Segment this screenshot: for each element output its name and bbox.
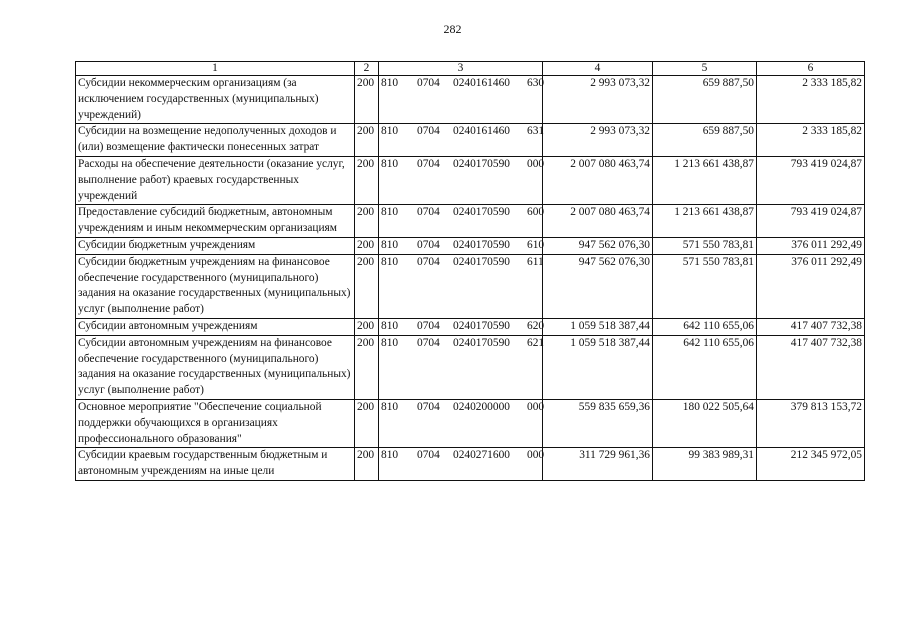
row-value-col6: 376 011 292,49: [757, 237, 865, 254]
header-cell: 1: [76, 62, 355, 76]
row-value-col4: 1 059 518 387,44: [543, 335, 653, 399]
subsection-code: 0704: [417, 319, 440, 332]
row-admin-code: 200: [355, 237, 379, 254]
table-row: [76, 318, 865, 335]
section-code: 810: [381, 206, 399, 219]
row-admin-code: 200: [355, 448, 379, 481]
row-name: Субсидии бюджетным учреждениям на финансовое обеспечение государственного (муниципального) задания на оказание государственных (муниципальных) услуг (выполнение работ): [76, 254, 355, 318]
expense-type-code: 000: [527, 157, 545, 170]
table-row: [76, 448, 865, 481]
row-value-col5: 1 213 661 438,87: [653, 156, 757, 204]
table-row: [76, 254, 865, 318]
expense-type-code: 630: [527, 77, 545, 89]
row-name: Субсидии автономным учреждениям на финансовое обеспечение государственного (муниципального) задания на оказание государственных (муниципальных) услуг (выполнение работ): [76, 335, 355, 399]
row-name: Субсидии краевым государственным бюджетным и автономным учреждениям на иные цели: [76, 448, 355, 481]
section-code: 810: [381, 319, 399, 332]
row-name: Расходы на обеспечение деятельности (оказание услуг, выполнение работ) краевых государственных учреждений: [76, 156, 355, 204]
row-value-col6: 376 011 292,49: [757, 254, 865, 318]
row-value-col5: 642 110 655,06: [653, 318, 757, 335]
section-code: 810: [381, 125, 399, 138]
expense-type-code: 000: [527, 449, 545, 462]
row-name: Субсидии бюджетным учреждениям: [76, 237, 355, 254]
row-value-col5: 642 110 655,06: [653, 335, 757, 399]
subsection-code: 0704: [417, 449, 440, 462]
row-admin-code: 200: [355, 124, 379, 157]
subsection-code: 0704: [417, 238, 440, 251]
subsection-code: 0704: [417, 255, 440, 268]
section-code: 810: [381, 336, 399, 349]
row-value-col6: 2 333 185,82: [757, 76, 865, 124]
row-value-col5: 571 550 783,81: [653, 237, 757, 254]
expense-type-code: 620: [527, 319, 545, 332]
table-row: [76, 156, 865, 204]
subsection-code: 0704: [417, 400, 440, 413]
expense-type-code: 631: [527, 125, 545, 138]
article-code: 0240170590: [453, 206, 510, 219]
section-code: 810: [381, 449, 399, 462]
row-value-col6: 379 813 153,72: [757, 399, 865, 447]
header-cell: 6: [757, 62, 865, 76]
expense-type-code: 621: [527, 336, 545, 349]
row-admin-code: 200: [355, 399, 379, 447]
expense-type-code: 611: [527, 255, 544, 268]
row-value-col4: 2 993 073,32: [543, 76, 653, 124]
row-name: Субсидии некоммерческим организациям (за исключением государственных (муниципальных) учреждений): [76, 76, 355, 124]
subsection-code: 0704: [417, 125, 440, 138]
header-cell: 2: [355, 62, 379, 76]
row-value-col4: 559 835 659,36: [543, 399, 653, 447]
row-value-col4: 947 562 076,30: [543, 254, 653, 318]
row-value-col6: 212 345 972,05: [757, 448, 865, 481]
table-row: [76, 205, 865, 238]
row-name: Субсидии автономным учреждениям: [76, 318, 355, 335]
article-code: 0240271600: [453, 449, 510, 462]
article-code: 0240170590: [453, 157, 510, 170]
row-value-col4: 311 729 961,36: [543, 448, 653, 481]
article-code: 0240161460: [453, 77, 510, 89]
row-value-col5: 659 887,50: [653, 76, 757, 124]
article-code: 0240170590: [453, 319, 510, 332]
row-admin-code: 200: [355, 318, 379, 335]
row-value-col5: 99 383 989,31: [653, 448, 757, 481]
row-value-col6: 793 419 024,87: [757, 205, 865, 238]
table-row: [76, 124, 865, 157]
header-cell: 4: [543, 62, 653, 76]
article-code: 0240170590: [453, 238, 510, 251]
article-code: 0240200000: [453, 400, 510, 413]
row-admin-code: 200: [355, 335, 379, 399]
row-value-col4: 2 007 080 463,74: [543, 156, 653, 204]
row-value-col6: 417 407 732,38: [757, 335, 865, 399]
header-cell: 3: [379, 62, 543, 76]
row-classification-code: [379, 335, 543, 399]
table-row: [76, 399, 865, 447]
row-classification-code: [379, 237, 543, 254]
row-classification-code: [379, 156, 543, 204]
header-row: [76, 62, 865, 76]
row-classification-code: [379, 124, 543, 157]
row-value-col5: 1 213 661 438,87: [653, 205, 757, 238]
subsection-code: 0704: [417, 206, 440, 219]
subsection-code: 0704: [417, 336, 440, 349]
row-value-col5: 659 887,50: [653, 124, 757, 157]
section-code: 810: [381, 157, 399, 170]
budget-table: [75, 61, 865, 481]
row-classification-code: [379, 76, 543, 124]
page-number: 282: [443, 22, 462, 36]
table-row: [76, 76, 865, 124]
subsection-code: 0704: [417, 157, 440, 170]
row-admin-code: 200: [355, 156, 379, 204]
row-value-col5: 180 022 505,64: [653, 399, 757, 447]
section-code: 810: [381, 77, 399, 89]
row-classification-code: [379, 399, 543, 447]
row-classification-code: [379, 205, 543, 238]
expense-type-code: 610: [527, 238, 545, 251]
row-admin-code: 200: [355, 254, 379, 318]
row-value-col6: 417 407 732,38: [757, 318, 865, 335]
article-code: 0240170590: [453, 255, 510, 268]
article-code: 0240170590: [453, 336, 510, 349]
table-row: [76, 237, 865, 254]
row-admin-code: 200: [355, 76, 379, 124]
row-value-col4: 1 059 518 387,44: [543, 318, 653, 335]
row-name: Предоставление субсидий бюджетным, автономным учреждениям и иным некоммерческим организациям: [76, 205, 355, 238]
row-value-col6: 793 419 024,87: [757, 156, 865, 204]
row-classification-code: [379, 448, 543, 481]
header-cell: 5: [653, 62, 757, 76]
table-row: [76, 335, 865, 399]
row-value-col4: 2 007 080 463,74: [543, 205, 653, 238]
row-value-col4: 2 993 073,32: [543, 124, 653, 157]
row-name: Субсидии на возмещение недополученных доходов и (или) возмещение фактически понесенных затрат: [76, 124, 355, 157]
row-value-col5: 571 550 783,81: [653, 254, 757, 318]
subsection-code: 0704: [417, 77, 440, 89]
expense-type-code: 600: [527, 206, 545, 219]
row-classification-code: [379, 254, 543, 318]
section-code: 810: [381, 255, 399, 268]
section-code: 810: [381, 400, 399, 413]
article-code: 0240161460: [453, 125, 510, 138]
row-value-col4: 947 562 076,30: [543, 237, 653, 254]
row-admin-code: 200: [355, 205, 379, 238]
row-classification-code: [379, 318, 543, 335]
expense-type-code: 000: [527, 400, 545, 413]
section-code: 810: [381, 238, 399, 251]
row-name: Основное мероприятие "Обеспечение социальной поддержки обучающихся в организациях профессионального образования": [76, 399, 355, 447]
row-value-col6: 2 333 185,82: [757, 124, 865, 157]
